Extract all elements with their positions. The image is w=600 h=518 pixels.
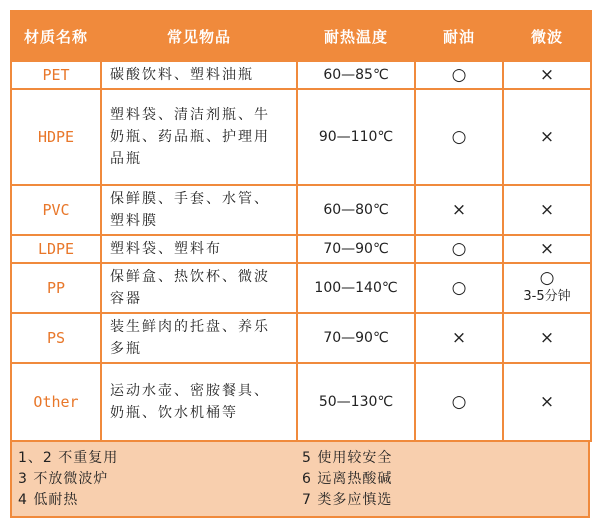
items-line: 保鲜盒、热饮杯、微波 — [110, 269, 270, 285]
items-line: 奶瓶、药品瓶、护理用 — [110, 129, 270, 145]
items-cell — [101, 263, 297, 313]
table-header-row — [11, 11, 591, 61]
microwave-note: 3-5分钟 — [523, 289, 571, 304]
temp-cell: 90—110℃ — [297, 89, 415, 185]
plastic-material-table — [10, 10, 592, 442]
items-cell — [101, 313, 297, 363]
microwave-symbol: ○ — [539, 268, 555, 288]
temp-cell: 50—130℃ — [297, 363, 415, 441]
material-cell: PS — [11, 313, 101, 363]
oil-cell: ○ — [415, 263, 503, 313]
note-line: 4 低耐热 — [18, 492, 79, 508]
items-line: 保鲜膜、手套、水管、 — [110, 191, 270, 207]
material-cell: PET — [11, 61, 101, 89]
items-line: 塑料袋、清洁剂瓶、牛 — [110, 107, 270, 123]
material-cell: HDPE — [11, 89, 101, 185]
material-cell: LDPE — [11, 235, 101, 263]
microwave-cell: × — [503, 235, 591, 263]
items-line: 碳酸饮料、塑料油瓶 — [110, 67, 254, 83]
oil-cell: ○ — [415, 89, 503, 185]
temp-cell: 60—85℃ — [297, 61, 415, 89]
note-line: 6 远离热酸碱 — [302, 471, 393, 487]
items-line: 塑料袋、塑料布 — [110, 241, 222, 257]
items-line: 多瓶 — [110, 341, 142, 357]
note-line: 5 使用较安全 — [302, 450, 393, 466]
note-line: 7 类多应慎选 — [302, 492, 393, 508]
header-oil: 耐油 — [415, 11, 503, 61]
header-microwave: 微波 — [503, 11, 591, 61]
table-row — [11, 89, 591, 185]
table-row — [11, 363, 591, 441]
items-cell — [101, 61, 297, 89]
items-line: 品瓶 — [110, 151, 142, 167]
items-cell — [101, 235, 297, 263]
items-line: 容器 — [110, 291, 142, 307]
header-temp: 耐热温度 — [297, 11, 415, 61]
temp-cell: 70—90℃ — [297, 235, 415, 263]
header-items: 常见物品 — [101, 11, 297, 61]
oil-cell: ○ — [415, 61, 503, 89]
items-line: 运动水壶、密胺餐具、 — [110, 383, 270, 399]
note-line: 1、2 不重复用 — [18, 450, 119, 466]
header-material: 材质名称 — [11, 11, 101, 61]
oil-cell: ○ — [415, 235, 503, 263]
table-row — [11, 235, 591, 263]
oil-cell: × — [415, 313, 503, 363]
oil-cell: ○ — [415, 363, 503, 441]
microwave-cell — [503, 263, 591, 313]
notes-legend — [10, 442, 590, 518]
table-row — [11, 313, 591, 363]
microwave-cell: × — [503, 61, 591, 89]
notes-left-column — [18, 448, 118, 511]
note-line: 3 不放微波炉 — [18, 471, 109, 487]
microwave-cell: × — [503, 313, 591, 363]
material-cell: PVC — [11, 185, 101, 235]
microwave-cell: × — [503, 185, 591, 235]
items-cell — [101, 185, 297, 235]
table-row — [11, 263, 591, 313]
items-line: 塑料膜 — [110, 213, 158, 229]
items-cell — [101, 89, 297, 185]
temp-cell: 70—90℃ — [297, 313, 415, 363]
temp-cell: 100—140℃ — [297, 263, 415, 313]
temp-cell: 60—80℃ — [297, 185, 415, 235]
material-cell: PP — [11, 263, 101, 313]
table-row — [11, 185, 591, 235]
microwave-cell: × — [503, 89, 591, 185]
notes-right-column — [302, 448, 392, 511]
items-line: 装生鲜肉的托盘、养乐 — [110, 319, 270, 335]
oil-cell: × — [415, 185, 503, 235]
items-line: 奶瓶、饮水机桶等 — [110, 405, 238, 421]
items-cell — [101, 363, 297, 441]
material-cell: Other — [11, 363, 101, 441]
table-row — [11, 61, 591, 89]
microwave-cell: × — [503, 363, 591, 441]
plastic-table-panel — [10, 10, 590, 518]
